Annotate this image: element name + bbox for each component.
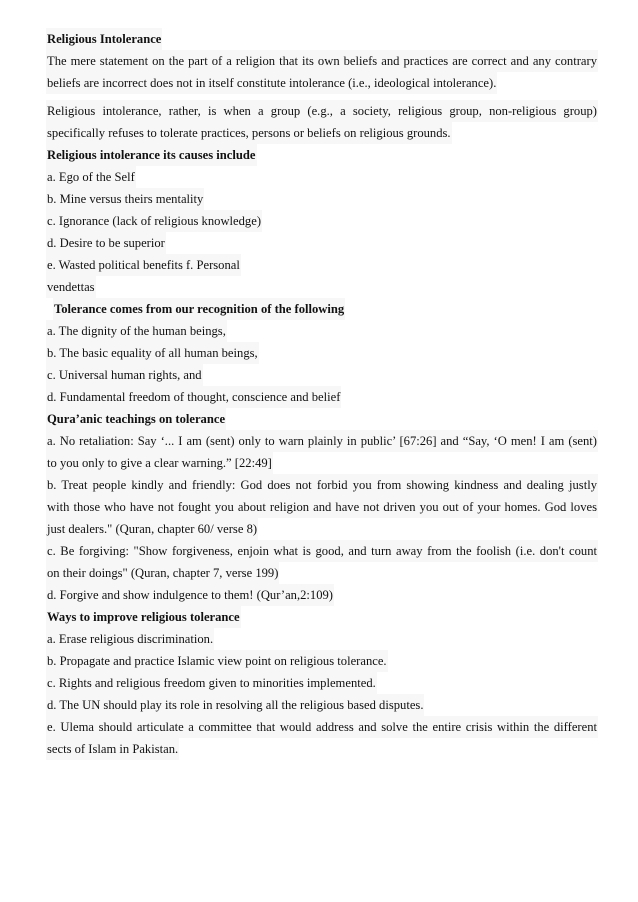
section-heading-ways-to-improve: Ways to improve religious tolerance (46, 606, 598, 628)
paragraph-line: a. No retaliation: Say ‘... I am (sent) only to warn plainly in public’ [67:26] and “Say, ‘O men! I am (sent) (46, 430, 598, 452)
section-title-religious-intolerance: Religious Intolerance (46, 28, 598, 50)
paragraph-line: to you only to give a clear warning.” [22:49] (46, 452, 598, 474)
list-item: b. Mine versus theirs mentality (46, 188, 598, 210)
paragraph-line: on their doings" (Quran, chapter 7, verse 199) (46, 562, 598, 584)
list-item: d. Desire to be superior (46, 232, 598, 254)
list-item: d. Fundamental freedom of thought, conscience and belief (46, 386, 598, 408)
paragraph-line: with those who have not fought you about religion and have not driven you out of your homes. God loves (46, 496, 598, 518)
list-item: e. Ulema should articulate a committee that would address and solve the entire crisis within the different (46, 716, 598, 738)
list-item: b. Propagate and practice Islamic view point on religious tolerance. (46, 650, 598, 672)
list-item: b. The basic equality of all human beings, (46, 342, 598, 364)
section-heading-quranic-teachings: Qura’anic teachings on tolerance (46, 408, 598, 430)
list-item: a. Erase religious discrimination. (46, 628, 598, 650)
document-page (46, 28, 598, 760)
section-heading-tolerance: Tolerance comes from our recognition of the following (46, 298, 598, 320)
paragraph-line: c. Be forgiving: "Show forgiveness, enjoin what is good, and turn away from the foolish (i.e. don't count (46, 540, 598, 562)
paragraph-line: The mere statement on the part of a religion that its own beliefs and practices are correct and any contrary (46, 50, 598, 72)
paragraph-line: beliefs are incorrect does not in itself constitute intolerance (i.e., ideological intolerance). (46, 72, 598, 94)
list-item: c. Ignorance (lack of religious knowledge) (46, 210, 598, 232)
list-item: a. Ego of the Self (46, 166, 598, 188)
paragraph-line: d. Forgive and show indulgence to them! (Qur’an,2:109) (46, 584, 598, 606)
list-item: c. Universal human rights, and (46, 364, 598, 386)
list-item: vendettas (46, 276, 598, 298)
list-item: d. The UN should play its role in resolving all the religious based disputes. (46, 694, 598, 716)
list-item: a. The dignity of the human beings, (46, 320, 598, 342)
list-item: c. Rights and religious freedom given to minorities implemented. (46, 672, 598, 694)
paragraph-line: b. Treat people kindly and friendly: God does not forbid you from showing kindness and dealing justly (46, 474, 598, 496)
list-item: sects of Islam in Pakistan. (46, 738, 598, 760)
paragraph-line: Religious intolerance, rather, is when a group (e.g., a society, religious group, non-religious group) (46, 100, 598, 122)
section-heading-causes: Religious intolerance its causes include (46, 144, 598, 166)
list-item: e. Wasted political benefits f. Personal (46, 254, 598, 276)
paragraph-line: just dealers." (Quran, chapter 60/ verse 8) (46, 518, 598, 540)
paragraph-line: specifically refuses to tolerate practices, persons or beliefs on religious grounds. (46, 122, 598, 144)
